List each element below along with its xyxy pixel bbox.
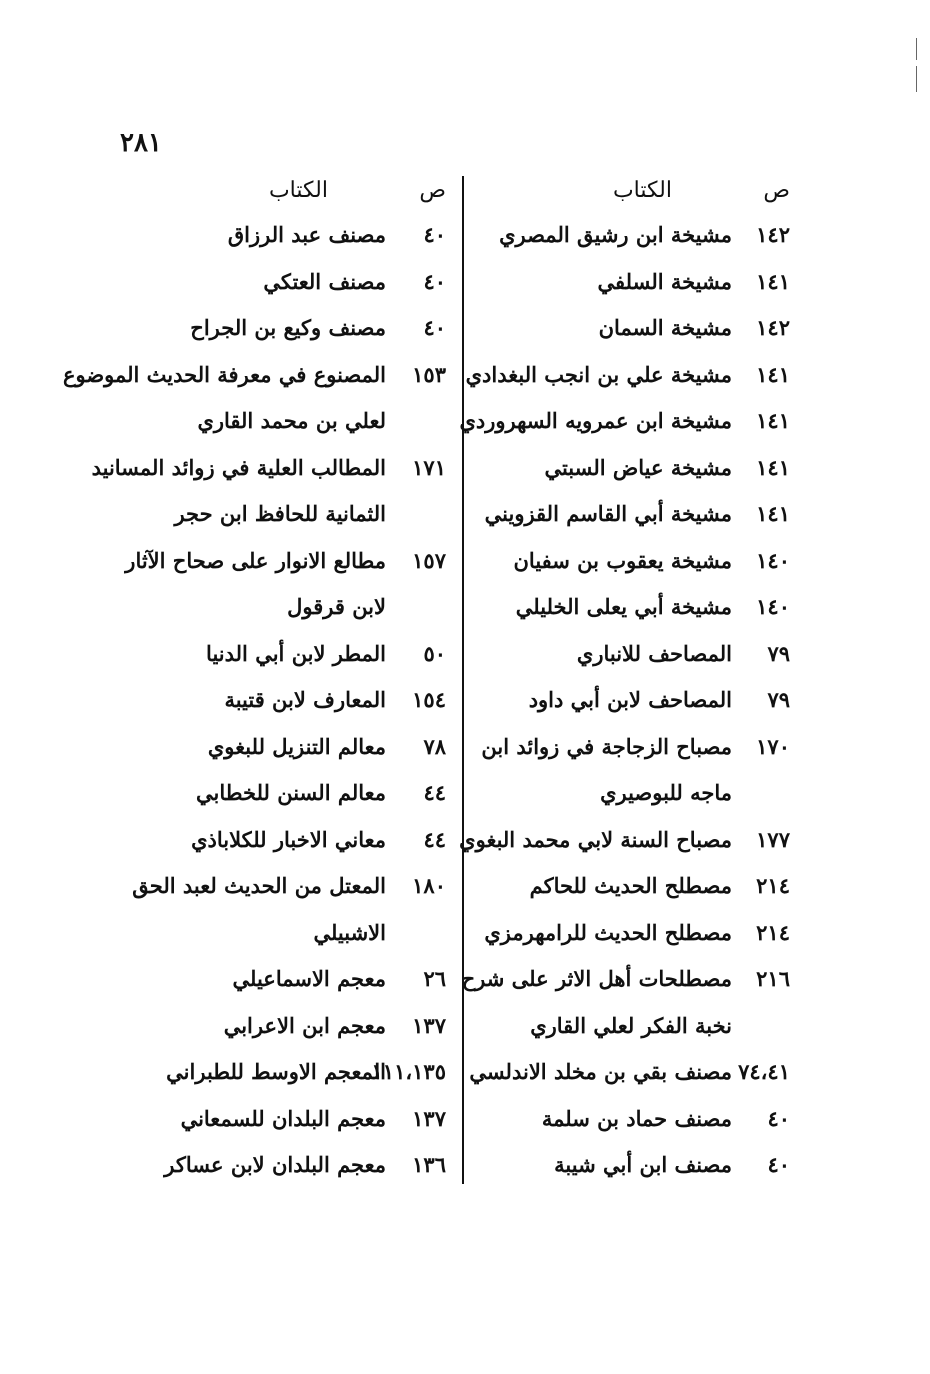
- entry-page-number: ٤٠: [423, 315, 446, 340]
- entry-title-line: نخبة الفكر لعلي القاري: [530, 1012, 732, 1038]
- entry-page-number: ٤٤: [423, 780, 446, 805]
- index-entry: [106, 212, 446, 259]
- entry-title: [106, 212, 386, 259]
- entry-title-line: مصنف عبد الرزاق: [227, 222, 386, 247]
- entry-title-line: مشيخة علي بن انجب البغدادي: [465, 361, 732, 387]
- index-entry: [460, 491, 790, 538]
- index-entry: [460, 584, 790, 631]
- entry-title: [460, 305, 732, 352]
- entry-title: [106, 817, 386, 864]
- entry-title: [460, 212, 732, 259]
- index-entry: [460, 817, 790, 864]
- entry-page-number: ١٥٣: [412, 361, 446, 387]
- entry-title-line: معالم السنن للخطابي: [196, 780, 386, 805]
- entry-title-line: معجم الاسماعيلي: [232, 966, 386, 991]
- entry-title-line: مصطلحات أهل الاثر على شرح: [461, 966, 732, 991]
- index-entry: [106, 1003, 446, 1050]
- entry-title-line: مصطلح الحديث للحاكم: [529, 873, 732, 898]
- entry-title: [460, 863, 732, 910]
- entry-title: [460, 1096, 732, 1143]
- entry-page-number: ٧٤،٤١: [738, 1059, 790, 1084]
- entry-page-number: ١٤٢: [756, 315, 790, 340]
- entry-page-number: ٧٩: [767, 640, 790, 666]
- entry-title-line: لعلي بن محمد القاري: [197, 408, 386, 433]
- entry-title: [106, 677, 386, 724]
- index-entry: [460, 352, 790, 399]
- entry-page-number: ٢٦: [423, 966, 446, 991]
- index-entry: [460, 212, 790, 259]
- index-entry: [106, 1142, 446, 1189]
- entry-title-line: مشيخة ابن رشيق المصري: [499, 222, 732, 247]
- entry-page-number: ١٥٤: [412, 687, 446, 712]
- entry-title: [106, 631, 386, 678]
- entry-title-line: مصنف بقي بن مخلد الاندلسي: [469, 1059, 732, 1084]
- index-entry: [460, 677, 790, 724]
- index-entry: [106, 631, 446, 678]
- entry-page-number: ١٣٦: [412, 1152, 446, 1177]
- index-entry: [106, 677, 446, 724]
- entry-page-number: ١٧٠: [756, 733, 790, 759]
- entry-page-number: ١٤١: [756, 268, 790, 294]
- entry-page-number: ١٤١: [756, 361, 790, 387]
- column-header: [106, 168, 446, 212]
- entry-page-number: ١٥٧: [412, 547, 446, 573]
- entry-title: [459, 817, 732, 864]
- index-entry: [106, 259, 446, 306]
- entry-page-number: ١٤٢: [756, 222, 790, 247]
- index-entry: [91, 445, 446, 538]
- entry-page-number: ٤٠: [767, 1105, 790, 1131]
- entry-title: [460, 491, 732, 538]
- entry-page-number: ١٣٧: [412, 1105, 446, 1131]
- page-number: ٢٨١: [120, 128, 162, 158]
- entry-title: [106, 724, 386, 771]
- entry-title-line: مطالع الانوار على صحاح الآثار: [125, 547, 386, 573]
- index-entry: [460, 724, 790, 817]
- entry-title: [460, 1142, 732, 1189]
- entry-title-line: مشيخة ابن عمرويه السهروردي: [459, 408, 732, 433]
- entry-title: [460, 538, 732, 585]
- entry-title: [460, 631, 732, 678]
- entry-title: [92, 445, 386, 538]
- entry-title-line: مشيخة السمان: [598, 315, 732, 340]
- entry-title: [460, 677, 732, 724]
- index-entry: [106, 305, 446, 352]
- entry-title-line: ماجه للبوصيري: [600, 780, 732, 805]
- index-column-left: [62, 168, 446, 1189]
- entry-title-line: مشيخة يعقوب بن سفيان: [513, 547, 732, 573]
- scan-mark: [916, 66, 917, 92]
- entry-page-number: ٧٩: [767, 687, 790, 712]
- header-page-label: ص: [419, 177, 446, 203]
- index-entry: [460, 956, 790, 1049]
- entry-title-line: معجم البلدان للسمعاني: [180, 1105, 386, 1131]
- entry-page-number: ٢١٤: [756, 873, 790, 898]
- header-title-label: الكتاب: [612, 177, 672, 203]
- index-entry: [460, 398, 790, 445]
- entry-title-line: مشيخة أبي يعلى الخليلي: [515, 594, 732, 619]
- index-entry: [62, 352, 446, 445]
- index-entry: [460, 863, 790, 910]
- entry-page-number: ٢١٤: [756, 919, 790, 945]
- entry-title-line: المطر لابن أبي الدنيا: [206, 640, 386, 666]
- entry-title-line: المطالب العلية في زوائد المسانيد: [91, 454, 386, 480]
- entry-page-number: ١٤٠: [756, 594, 790, 619]
- index-entry: [460, 1142, 790, 1189]
- entry-page-number: ٢١٦: [756, 966, 790, 991]
- entry-title-line: المعارف لابن قتيبة: [224, 687, 386, 712]
- entry-page-number: ١٧٧: [756, 826, 790, 852]
- entry-title-line: معالم التنزيل للبغوي: [207, 733, 386, 759]
- entry-title-line: مشيخة أبي القاسم القزويني: [484, 501, 732, 526]
- entry-title: [106, 1096, 386, 1143]
- entry-page-number: ٥٠: [423, 640, 446, 666]
- entry-page-number: ١٤١: [756, 408, 790, 433]
- index-entry: [106, 770, 446, 817]
- entry-title-line: مصنف حماد بن سلمة: [541, 1105, 732, 1131]
- column-header: [460, 168, 790, 212]
- index-column-right: [460, 168, 790, 1189]
- index-entry: [106, 724, 446, 771]
- entry-page-number: ١٧١: [412, 454, 446, 480]
- entry-title-line: مصباح الزجاجة في زوائد ابن: [481, 733, 732, 759]
- entry-title-line: معجم ابن الاعرابي: [223, 1012, 386, 1038]
- entry-title-line: المعجم الاوسط للطبراني: [166, 1059, 386, 1084]
- index-entry: [106, 1049, 446, 1096]
- entry-title-line: مصنف وكيع بن الجراح: [190, 315, 386, 340]
- entry-title-line: معاني الاخبار للكلاباذي: [191, 826, 386, 852]
- entry-page-number: ٤٤: [423, 826, 446, 852]
- entry-title: [459, 398, 732, 445]
- entry-page-number: ٤٠: [767, 1152, 790, 1177]
- entry-title: [460, 956, 732, 1049]
- entry-page-number: ٤٠: [423, 222, 446, 247]
- entry-title: [460, 352, 732, 399]
- entry-title-line: المصاحف للانباري: [576, 640, 732, 666]
- entry-page-number: ١٤٠: [756, 547, 790, 573]
- entry-title-line: مصطلح الحديث للرامهرمزي: [484, 919, 732, 945]
- index-entry: [460, 1049, 790, 1096]
- entry-title-line: مشيخة عياض السبتي: [544, 454, 732, 480]
- entry-title: [63, 352, 386, 445]
- entry-page-number: ١٣٧: [412, 1012, 446, 1038]
- entry-title: [460, 445, 732, 492]
- index-entry: [106, 956, 446, 1003]
- entry-title-line: مصنف ابن أبي شيبة: [554, 1152, 732, 1177]
- entry-title: [106, 770, 386, 817]
- entry-title-line: مشيخة السلفي: [597, 268, 732, 294]
- entry-list: [460, 212, 790, 1189]
- entry-title: [106, 956, 386, 1003]
- entry-title-line: المعتل من الحديث لعبد الحق: [132, 873, 386, 898]
- entry-title-line: لابن قرقول: [287, 594, 386, 619]
- entry-title: [106, 305, 386, 352]
- entry-title: [106, 1003, 386, 1050]
- index-entry: [460, 631, 790, 678]
- entry-title-line: مصباح السنة لابي محمد البغوي: [459, 826, 732, 852]
- entry-title-line: المصنوع في معرفة الحديث الموضوع: [62, 361, 386, 387]
- entry-title: [460, 1049, 732, 1096]
- index-entry: [460, 445, 790, 492]
- index-entry: [460, 538, 790, 585]
- entry-page-number: ١١١،١٣٥: [371, 1059, 446, 1084]
- entry-title-line: معجم البلدان لابن عساكر: [164, 1152, 386, 1177]
- index-entry: [460, 1096, 790, 1143]
- header-page-label: ص: [763, 177, 790, 203]
- scan-mark: [916, 38, 917, 60]
- entry-title-line: الاشبيلي: [313, 919, 386, 945]
- entry-page-number: ٤٠: [423, 268, 446, 294]
- index-entry: [460, 910, 790, 957]
- entry-page-number: ١٤١: [756, 454, 790, 480]
- entry-page-number: ٧٨: [423, 733, 446, 759]
- entry-page-number: ١٨٠: [412, 873, 446, 898]
- index-entry: [106, 817, 446, 864]
- entry-title: [460, 259, 732, 306]
- entry-title: [106, 1049, 386, 1096]
- index-entry: [106, 538, 446, 631]
- entry-title: [460, 910, 732, 957]
- index-entry: [460, 305, 790, 352]
- index-entry: [460, 259, 790, 306]
- entry-title: [460, 724, 732, 817]
- entry-title-line: المصاحف لابن أبي داود: [528, 687, 732, 712]
- index-entry: [106, 863, 446, 956]
- index-entry: [106, 1096, 446, 1143]
- entry-title: [106, 1142, 386, 1189]
- entry-title: [106, 259, 386, 306]
- entry-page-number: ١٤١: [756, 501, 790, 526]
- entry-title: [460, 584, 732, 631]
- entry-title: [106, 538, 386, 631]
- entry-title: [106, 863, 386, 956]
- entry-list: [62, 212, 446, 1189]
- header-title-label: الكتاب: [268, 177, 328, 203]
- entry-title-line: مصنف العتكي: [263, 268, 386, 294]
- entry-title-line: الثمانية للحافظ ابن حجر: [174, 501, 386, 526]
